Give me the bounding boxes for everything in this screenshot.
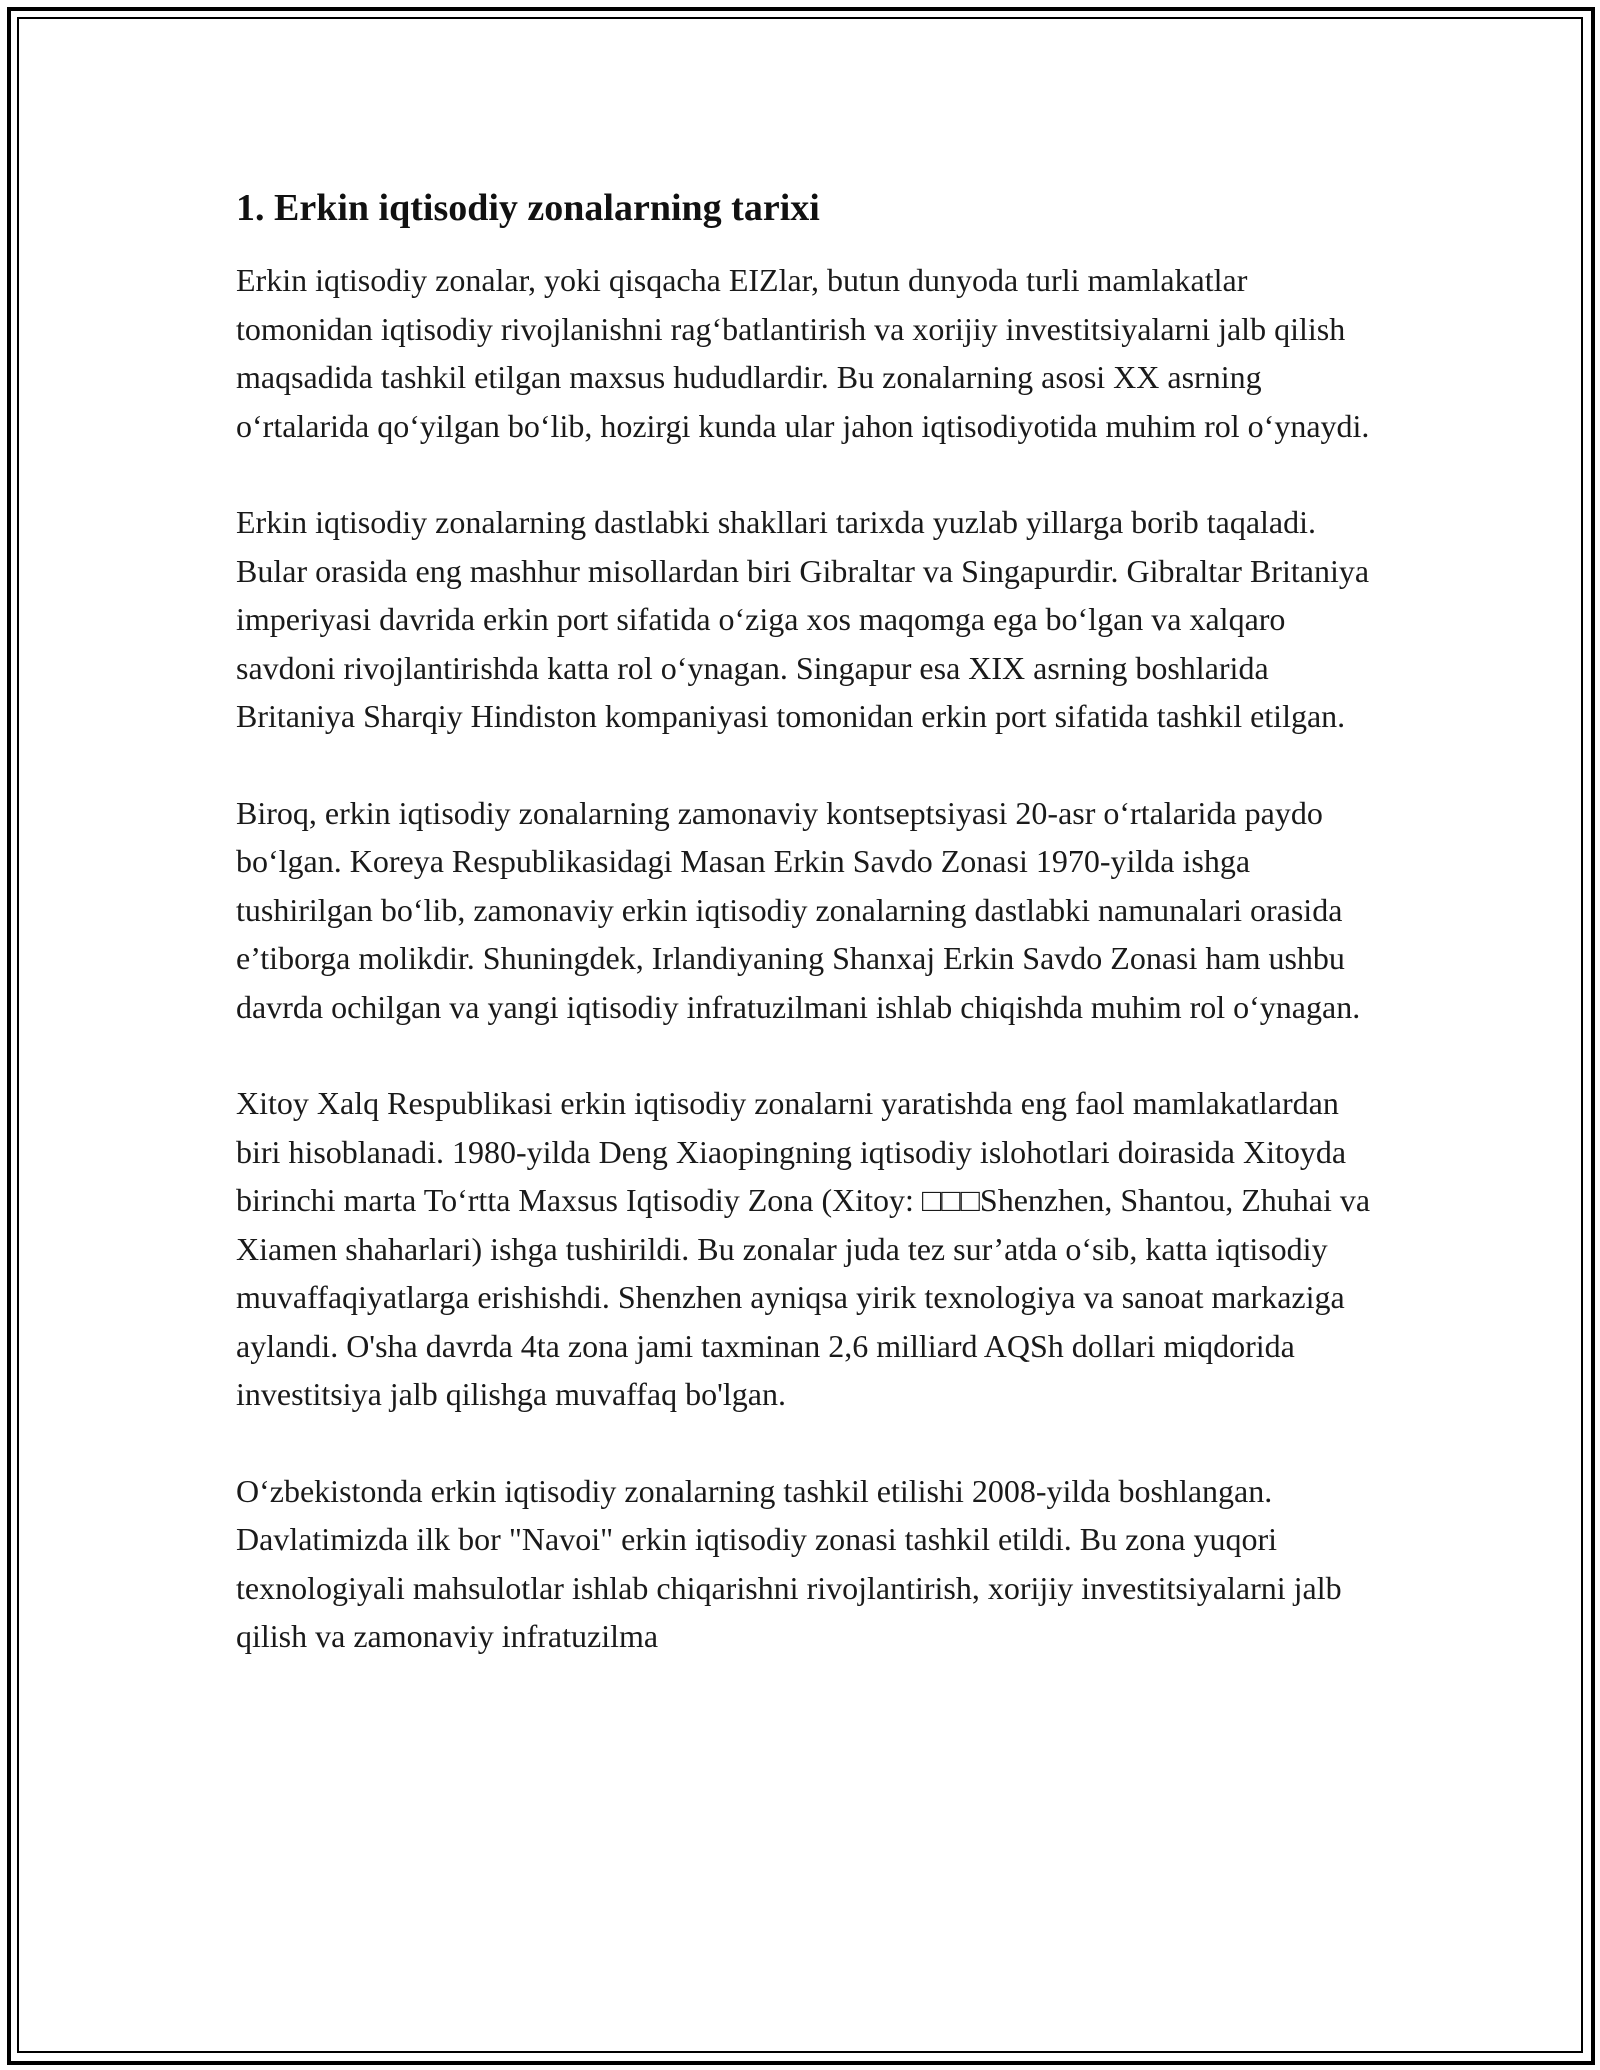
paragraph: O‘zbekistonda erkin iqtisodiy zonalarning tashkil etilishi 2008-yilda boshlangan. Davlatimizda ilk bor "Navoi" erkin iqtisodiy zonasi tashkil etildi. Bu zona yuqori texnologiyali mahsulotlar ishlab chiqarishni rivojlantirish, xorijiy investitsiyalarni jalb qilish va zamonaviy infratuzilma [236,1472,1342,1654]
paragraph: Biroq, erkin iqtisodiy zonalarning zamonaviy kontseptsiyasi 20-asr o‘rtalarida paydo bo‘lgan. Koreya Respublikasidagi Masan Erkin Savdo Zonasi 1970-yilda ishga tushirilgan bo‘lib, zamonaviy erkin iqtisodiy zonalarning dastlabki namunalari orasida e’tiborga molikdir. Shuningdek, Irlandiyaning Shanxaj Erkin Savdo Zonasi ham ushbu davrda ochilgan va yangi iqtisodiy infratuzilmani ishlab chiqishda muhim rol o‘ynagan. [236,794,1361,1025]
document-body [236,184,1386,1709]
section-title: 1. Erkin iqtisodiy zonalarning tarixi [236,187,820,229]
paragraph: Erkin iqtisodiy zonalarning dastlabki shakllari tarixda yuzlab yillarga borib taqaladi. Bular orasida eng mashhur misollardan biri Gibraltar va Singapurdir. Gibraltar Britaniya imperiyasi davrida erkin port sifatida o‘ziga xos maqomga ega bo‘lgan va xalqaro savdoni rivojlantirishda katta rol o‘ynagan. Singapur esa XIX asrning boshlarida Britaniya Sharqiy Hindiston kompaniyasi tomonidan erkin port sifatida tashkil etilgan. [236,504,1370,734]
paragraph: Erkin iqtisodiy zonalar, yoki qisqacha EIZlar, butun dunyoda turli mamlakatlar tomonidan iqtisodiy rivojlanishni rag‘batlantirish va xorijiy investitsiyalarni jalb qilish maqsadida tashkil etilgan maxsus hududlardir. Bu zonalarning asosi XX asrning o‘rtalarida qo‘yilgan bo‘lib, hozirgi kunda ular jahon iqtisodiyotida muhim rol o‘ynaydi. [236,262,1370,444]
paragraph: Xitoy Xalq Respublikasi erkin iqtisodiy zonalarni yaratishda eng faol mamlakatlardan biri hisoblanadi. 1980-yilda Deng Xiaopingning iqtisodiy islohotlari doirasida Xitoyda birinchi marta To‘rtta Maxsus Iqtisodiy Zona (Xitoy: □□□Shenzhen, Shantou, Zhuhai va Xiamen shaharlari) ishga tushirildi. Bu zonalar juda tez sur’atda o‘sib, katta iqtisodiy muvaffaqiyatlarga erishishdi. Shenzhen ayniqsa yirik texnologiya va sanoat markaziga aylandi. O'sha davrda 4ta zona jami taxminan 2,6 milliard AQSh dollari miqdorida investitsiya jalb qilishga muvaffaq bo'lgan. [236,1085,1371,1412]
